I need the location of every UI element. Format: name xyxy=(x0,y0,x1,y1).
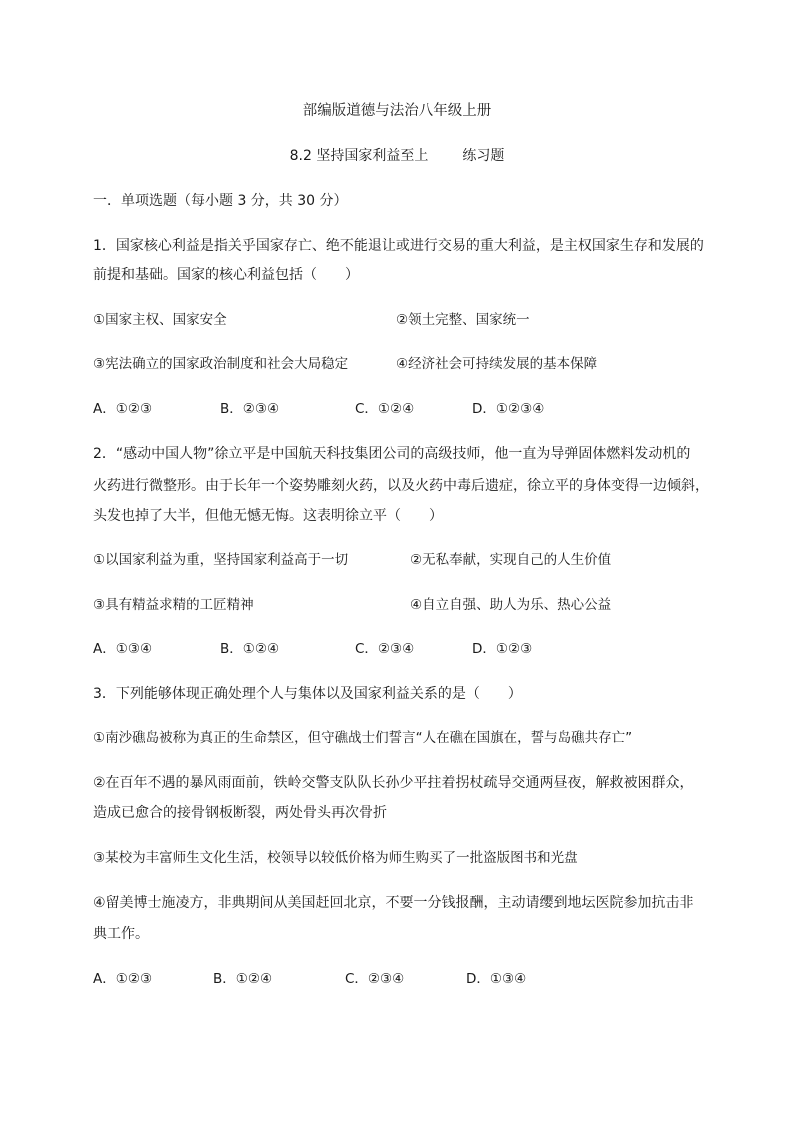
q1-stem-line2: 前提和基础。国家的核心利益包括（ ） xyxy=(93,267,359,283)
q1-answer-b: B．②③④ xyxy=(220,401,280,417)
subtitle-tail: 练习题 xyxy=(462,148,505,164)
q2-stem-line2: 火药进行微整形。由于长年一个姿势雕刻火药，以及火药中毒后遗症，徐立平的身体变得一边倾斜， xyxy=(93,478,709,494)
q2-option-3: ③具有精益求精的工匠精神 xyxy=(93,597,254,613)
q2-answer-a: A．①③④ xyxy=(93,641,153,657)
q1-option-4: ④经济社会可持续发展的基本保障 xyxy=(396,356,598,372)
q1-option-3: ③宪法确立的国家政治制度和社会大局稳定 xyxy=(93,356,349,372)
q3-answer-b: B．①②④ xyxy=(213,971,273,987)
q2-option-1: ①以国家利益为重，坚持国家利益高于一切 xyxy=(93,552,349,568)
q2-option-2: ②无私奉献，实现自己的人生价值 xyxy=(410,552,612,568)
q1-answer-c: C．①②④ xyxy=(355,401,415,417)
q1-option-1: ①国家主权、国家安全 xyxy=(93,312,227,328)
q2-answer-d: D．①②③ xyxy=(472,641,533,657)
q3-option-3: ③某校为丰富师生文化生活，校领导以较低价格为师生购买了一批盗版图书和光盘 xyxy=(93,850,578,866)
q3-stem-line1: 3．下列能够体现正确处理个人与集体以及国家利益关系的是（ ） xyxy=(93,686,522,702)
subtitle-number: 8.2 xyxy=(289,148,312,164)
subtitle-main: 坚持国家利益至上 xyxy=(316,148,429,164)
q2-answer-b: B．①②④ xyxy=(220,641,280,657)
document-title: 部编版道德与法治八年级上册 xyxy=(302,103,492,119)
q1-answer-d: D．①②③④ xyxy=(472,401,545,417)
q3-answer-c: C．②③④ xyxy=(345,971,405,987)
document-subtitle xyxy=(0,146,794,166)
q3-option-4-line2: 典工作。 xyxy=(93,926,149,942)
q3-option-4-line1: ④留美博士施凌方，非典期间从美国赶回北京，不要一分钱报酬，主动请缨到地坛医院参加抗击非 xyxy=(93,895,694,911)
q3-answer-d: D．①③④ xyxy=(466,971,527,987)
q1-answer-a: A．①②③ xyxy=(93,401,153,417)
q3-option-2-line1: ②在百年不遇的暴风雨面前，铁岭交警支队队长孙少平拄着拐杖疏导交通两昼夜，解救被困群众， xyxy=(93,775,694,791)
q3-answer-a: A．①②③ xyxy=(93,971,153,987)
q2-option-4: ④自立自强、助人为乐、热心公益 xyxy=(410,597,612,613)
q3-option-2-line2: 造成已愈合的接骨钢板断裂，两处骨头再次骨折 xyxy=(93,805,387,821)
q2-stem-line1: 2．“感动中国人物”徐立平是中国航天科技集团公司的高级技师，他一直为导弹固体燃料发动机的 xyxy=(93,446,691,462)
q2-stem-line3: 头发也掉了大半，但他无憾无悔。这表明徐立平（ ） xyxy=(93,508,443,524)
q1-stem-line1: 1．国家核心利益是指关乎国家存亡、绝不能退让或进行交易的重大利益，是主权国家生存和发展的 xyxy=(93,238,704,254)
section-heading: 一．单项选题（每小题 3 分，共 30 分） xyxy=(93,193,348,209)
q3-option-1: ①南沙礁岛被称为真正的生命禁区，但守礁战士们誓言“人在礁在国旗在，誓与岛礁共存亡” xyxy=(93,730,633,746)
q2-answer-c: C．②③④ xyxy=(355,641,415,657)
q1-option-2: ②领土完整、国家统一 xyxy=(396,312,530,328)
